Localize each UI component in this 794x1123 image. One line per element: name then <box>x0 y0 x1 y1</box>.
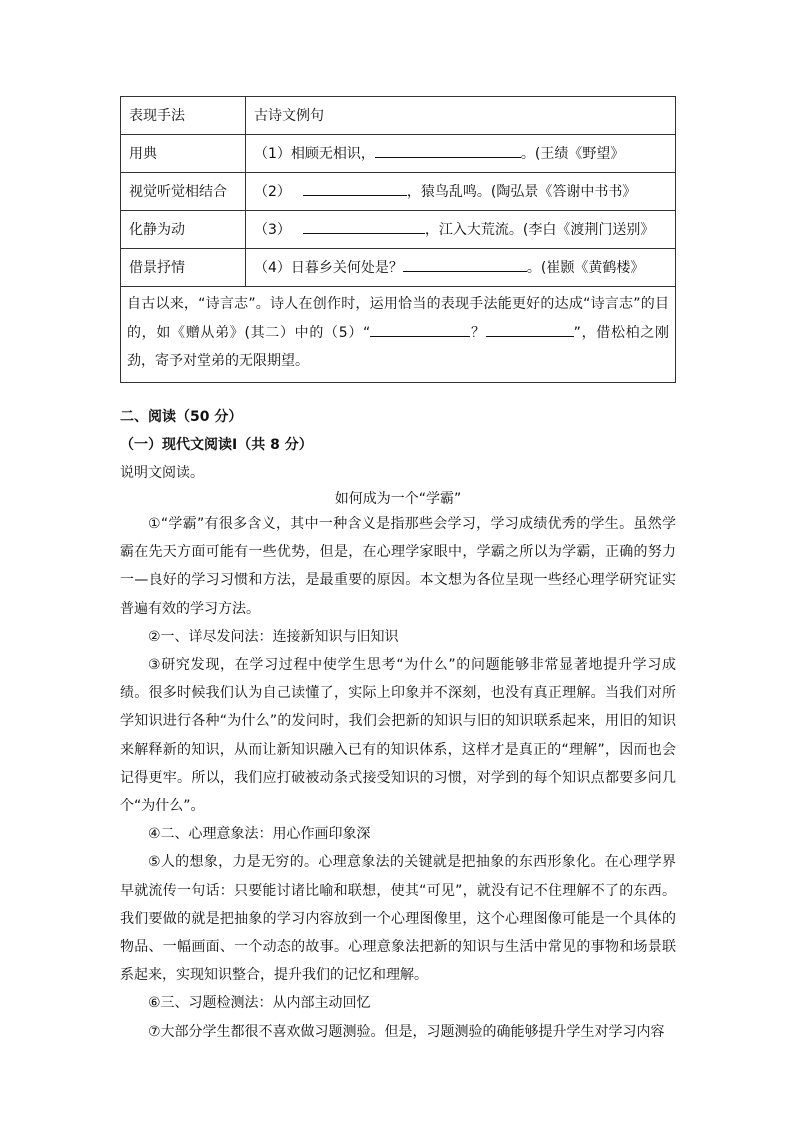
table-note-row <box>121 287 676 383</box>
example-suffix: ，江入大荒流。(李白《渡荆门送别》 <box>424 222 655 238</box>
technique-cell: 化静为动 <box>121 211 246 249</box>
table-row <box>121 249 676 287</box>
answer-blank-2[interactable] <box>303 181 407 196</box>
paragraph-heading: ④二、心理意象法：用心作画印象深 <box>148 826 371 843</box>
header-technique: 表现手法 <box>121 97 246 135</box>
example-prefix: （2） <box>254 184 291 200</box>
paragraph-heading: ②一、详尽发问法：连接新知识与旧知识 <box>148 628 399 645</box>
example-cell <box>246 173 676 211</box>
note-prefix: 自古以来，“诗言志”。诗人在创作时，运用恰当的表现手法能更好的达成“诗言志”的目的，如《赠从弟》(其二）中的（5）“ <box>127 296 669 341</box>
example-prefix: （3） <box>254 222 291 238</box>
note-suffix: ”，借松柏之刚劲，寄予对堂弟的无限期望。 <box>127 324 669 369</box>
paragraph-heading: ⑥三、习题检测法：从内部主动回忆 <box>148 995 371 1012</box>
technique-cell: 用典 <box>121 135 246 173</box>
article-body <box>120 510 676 1046</box>
example-suffix: 。(崔颢《黄鹤楼》 <box>526 260 645 276</box>
paragraph: ①“学霸”有很多含义，其中一种含义是指那些会学习，学习成绩优秀的学生。虽然学霸在先天方面可能有一些优势，但是，在心理学家眼中，学霸之所以为学霸，正确的努力一—良好的学习习惯和方法，是最重要的原因。本文想为各位呈现一些经心理学研究证实普遍有效的学习方法。 <box>120 516 676 617</box>
paragraph: ⑦大部分学生都很不喜欢做习题测验。但是，习题测验的确能够提升学生对学习内容 <box>148 1023 665 1040</box>
answer-blank-1[interactable] <box>375 143 521 158</box>
note-mid: ？ <box>470 324 486 341</box>
paragraph: ⑤人的想象，力是无穷的。心理意象法的关键就是把抽象的东西形象化。在心理学界早就流传一句话：只要能讨诸比喻和联想，使其“可见”，就没有记不住理解不了的东西。我们要做的就是把抽象的学习内容放到一个心理图像里，这个心理图像可能是一个具体的物品、一幅画面、一个动态的故事。心理意象法把新的知识与生活中常见的事物和场景联系起来，实现知识整合，提升我们的记忆和理解。 <box>120 854 676 984</box>
subsection-title: （一）现代文阅读Ⅰ（共 8 分） <box>120 437 313 453</box>
example-suffix: 。(王绩《野望》 <box>520 146 625 162</box>
technique-cell: 借景抒情 <box>121 249 246 287</box>
header-example: 古诗文例句 <box>246 97 676 135</box>
answer-blank-4[interactable] <box>403 257 527 272</box>
technique-cell: 视觉听觉相结合 <box>121 173 246 211</box>
techniques-table <box>120 96 676 383</box>
table-note <box>121 287 676 383</box>
section-title: 二、阅读（50 分） <box>120 409 243 425</box>
example-prefix: （4）日暮乡关何处是？ <box>254 260 403 276</box>
example-cell <box>246 249 676 287</box>
example-cell <box>246 135 676 173</box>
table-header-row <box>121 97 676 135</box>
example-prefix: （1）相顾无相识， <box>254 146 375 162</box>
answer-blank-5a[interactable] <box>370 322 470 337</box>
example-cell <box>246 211 676 249</box>
paragraph: ③研究发现，在学习过程中使学生思考“为什么”的问题能够非常显著地提升学习成绩。很多时候我们认为自己读懂了，实际上印象并不深刻，也没有真正理解。当我们对所学知识进行各种“为什么”的发问时，我们会把新的知识与旧的知识联系起来，用旧的知识来解释新的知识，从而让新知识融入已有的知识体系，这样才是真正的“理解”，因而也会记得更牢。所以，我们应打破被动条式接受知识的习惯，对学到的每个知识点都要多问几个“为什么”。 <box>120 657 676 815</box>
table-row <box>121 173 676 211</box>
instruction-text: 说明文阅读。 <box>120 465 204 481</box>
example-suffix: ，猿鸟乱鸣。(陶弘景《答谢中书书》 <box>406 184 637 200</box>
answer-blank-3[interactable] <box>303 219 425 234</box>
answer-blank-5b[interactable] <box>486 322 574 337</box>
article-title: 如何成为一个“学霸” <box>334 491 462 507</box>
table-row <box>121 135 676 173</box>
table-row <box>121 211 676 249</box>
